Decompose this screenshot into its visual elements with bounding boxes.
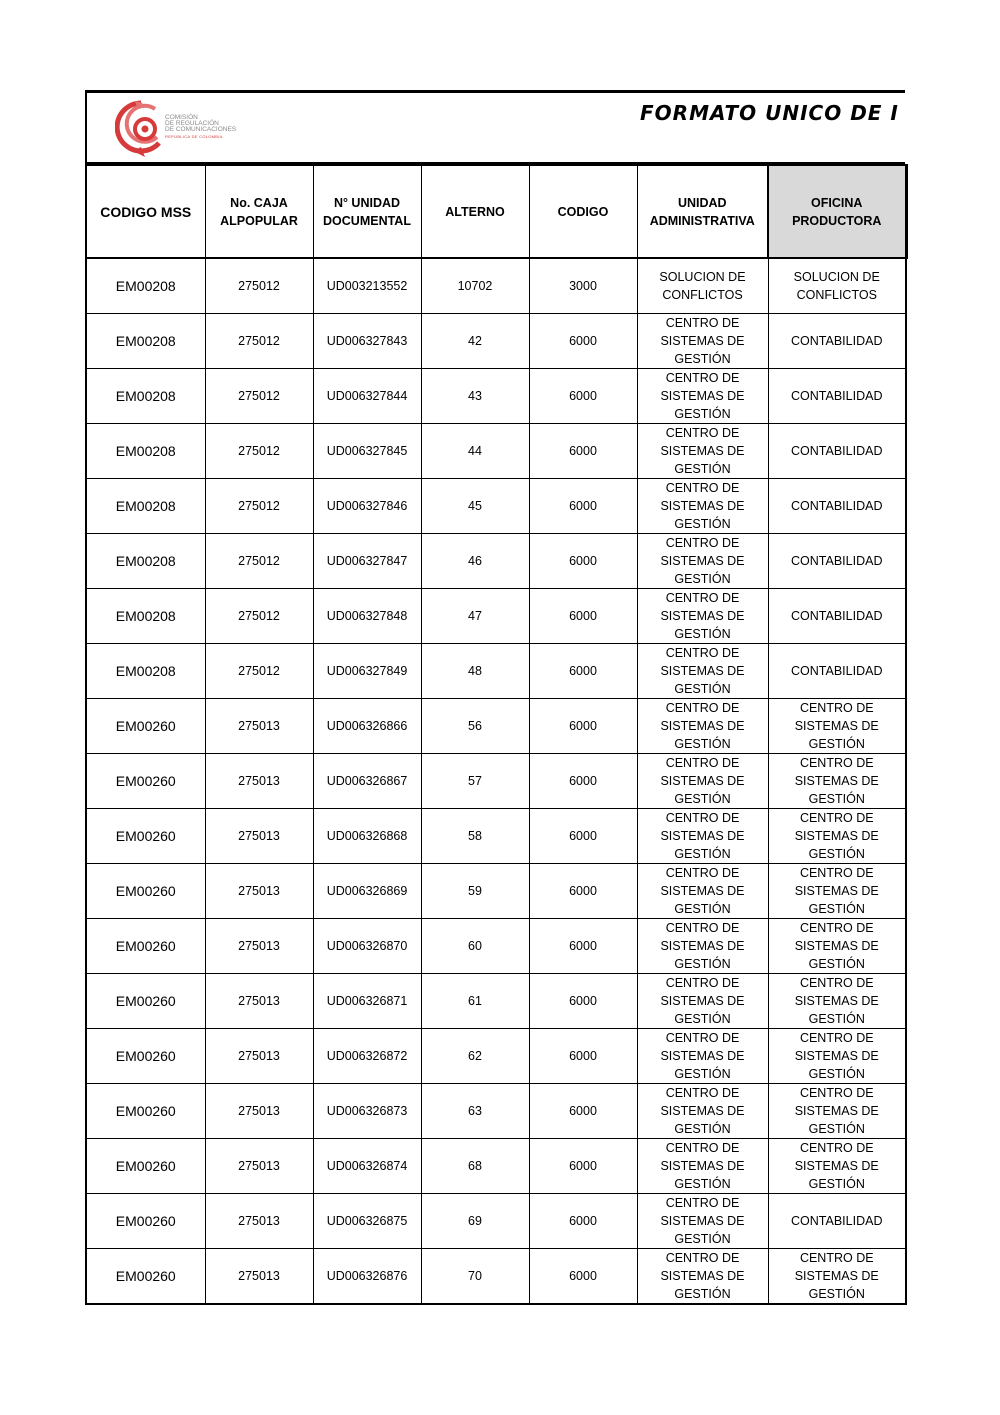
cell-codigo-mss: EM00260 — [86, 754, 205, 809]
cell-unidad-documental: UD006327846 — [313, 479, 421, 534]
table-body — [86, 258, 906, 1304]
cell-unidad-administrativa: CENTRO DE SISTEMAS DE GESTIÓN — [637, 644, 768, 699]
table-row — [86, 258, 906, 314]
cell-codigo: 6000 — [529, 809, 637, 864]
cell-no-caja: 275013 — [205, 1084, 313, 1139]
cell-codigo: 6000 — [529, 1084, 637, 1139]
cell-alterno: 43 — [421, 369, 529, 424]
cell-oficina-productora: CENTRO DE SISTEMAS DE GESTIÓN — [768, 754, 906, 809]
cell-codigo-mss: EM00260 — [86, 864, 205, 919]
cell-oficina-productora: CONTABILIDAD — [768, 534, 906, 589]
cell-unidad-administrativa: CENTRO DE SISTEMAS DE GESTIÓN — [637, 809, 768, 864]
cell-oficina-productora: CENTRO DE SISTEMAS DE GESTIÓN — [768, 864, 906, 919]
cell-unidad-administrativa: CENTRO DE SISTEMAS DE GESTIÓN — [637, 369, 768, 424]
col-header-codigo: CODIGO — [529, 165, 637, 258]
table-row — [86, 1249, 906, 1305]
cell-unidad-documental: UD006326866 — [313, 699, 421, 754]
cell-unidad-documental: UD006326876 — [313, 1249, 421, 1305]
cell-unidad-documental: UD006327848 — [313, 589, 421, 644]
cell-no-caja: 275012 — [205, 589, 313, 644]
cell-codigo: 6000 — [529, 864, 637, 919]
document-sheet — [85, 90, 905, 1305]
cell-alterno: 59 — [421, 864, 529, 919]
table-row — [86, 1084, 906, 1139]
cell-alterno: 61 — [421, 974, 529, 1029]
document-title: FORMATO UNICO DE I — [640, 101, 899, 125]
cell-codigo-mss: EM00260 — [86, 1249, 205, 1305]
table-header-row — [86, 165, 906, 258]
cell-unidad-documental: UD006326868 — [313, 809, 421, 864]
cell-codigo-mss: EM00208 — [86, 589, 205, 644]
cell-no-caja: 275012 — [205, 258, 313, 314]
cell-oficina-productora: CENTRO DE SISTEMAS DE GESTIÓN — [768, 974, 906, 1029]
table-row — [86, 864, 906, 919]
cell-no-caja: 275013 — [205, 974, 313, 1029]
cell-alterno: 60 — [421, 919, 529, 974]
cell-no-caja: 275012 — [205, 314, 313, 369]
cell-codigo-mss: EM00208 — [86, 314, 205, 369]
cell-oficina-productora: CENTRO DE SISTEMAS DE GESTIÓN — [768, 1029, 906, 1084]
cell-oficina-productora: CONTABILIDAD — [768, 369, 906, 424]
cell-unidad-administrativa: CENTRO DE SISTEMAS DE GESTIÓN — [637, 1084, 768, 1139]
cell-unidad-administrativa: CENTRO DE SISTEMAS DE GESTIÓN — [637, 974, 768, 1029]
cell-codigo-mss: EM00260 — [86, 974, 205, 1029]
cell-oficina-productora: CONTABILIDAD — [768, 644, 906, 699]
cell-oficina-productora: CONTABILIDAD — [768, 479, 906, 534]
col-header-no-caja: No. CAJA ALPOPULAR — [205, 165, 313, 258]
cell-no-caja: 275012 — [205, 479, 313, 534]
cell-oficina-productora: CONTABILIDAD — [768, 314, 906, 369]
cell-unidad-administrativa: CENTRO DE SISTEMAS DE GESTIÓN — [637, 314, 768, 369]
cell-alterno: 70 — [421, 1249, 529, 1305]
cell-no-caja: 275013 — [205, 1194, 313, 1249]
cell-unidad-administrativa: CENTRO DE SISTEMAS DE GESTIÓN — [637, 1029, 768, 1084]
cell-codigo: 3000 — [529, 258, 637, 314]
cell-oficina-productora: CENTRO DE SISTEMAS DE GESTIÓN — [768, 699, 906, 754]
cell-unidad-documental: UD006326874 — [313, 1139, 421, 1194]
col-header-oficina-productora: OFICINA PRODUCTORA — [768, 165, 906, 258]
cell-no-caja: 275013 — [205, 919, 313, 974]
cell-unidad-documental: UD006327847 — [313, 534, 421, 589]
cell-unidad-administrativa: CENTRO DE SISTEMAS DE GESTIÓN — [637, 1194, 768, 1249]
cell-no-caja: 275013 — [205, 1249, 313, 1305]
col-header-alterno: ALTERNO — [421, 165, 529, 258]
cell-codigo-mss: EM00208 — [86, 369, 205, 424]
cell-alterno: 56 — [421, 699, 529, 754]
cell-alterno: 69 — [421, 1194, 529, 1249]
cell-alterno: 48 — [421, 644, 529, 699]
cell-no-caja: 275013 — [205, 699, 313, 754]
cell-no-caja: 275012 — [205, 644, 313, 699]
table-row — [86, 1139, 906, 1194]
table-row — [86, 424, 906, 479]
cell-codigo: 6000 — [529, 314, 637, 369]
cell-unidad-administrativa: CENTRO DE SISTEMAS DE GESTIÓN — [637, 754, 768, 809]
cell-codigo-mss: EM00260 — [86, 809, 205, 864]
cell-codigo-mss: EM00208 — [86, 258, 205, 314]
cell-unidad-administrativa: CENTRO DE SISTEMAS DE GESTIÓN — [637, 1139, 768, 1194]
table-row — [86, 1029, 906, 1084]
cell-unidad-administrativa: CENTRO DE SISTEMAS DE GESTIÓN — [637, 589, 768, 644]
cell-codigo-mss: EM00260 — [86, 1139, 205, 1194]
table-row — [86, 369, 906, 424]
cell-codigo: 6000 — [529, 974, 637, 1029]
cell-oficina-productora: CENTRO DE SISTEMAS DE GESTIÓN — [768, 809, 906, 864]
cell-unidad-documental: UD006326869 — [313, 864, 421, 919]
cell-alterno: 46 — [421, 534, 529, 589]
table-row — [86, 589, 906, 644]
cell-no-caja: 275012 — [205, 424, 313, 479]
cell-codigo: 6000 — [529, 479, 637, 534]
cell-codigo-mss: EM00260 — [86, 699, 205, 754]
cell-unidad-administrativa: CENTRO DE SISTEMAS DE GESTIÓN — [637, 424, 768, 479]
cell-unidad-administrativa: SOLUCION DE CONFLICTOS — [637, 258, 768, 314]
cell-oficina-productora: CONTABILIDAD — [768, 424, 906, 479]
table-row — [86, 644, 906, 699]
cell-oficina-productora: CENTRO DE SISTEMAS DE GESTIÓN — [768, 1084, 906, 1139]
cell-codigo: 6000 — [529, 424, 637, 479]
cell-unidad-administrativa: CENTRO DE SISTEMAS DE GESTIÓN — [637, 699, 768, 754]
cell-unidad-administrativa: CENTRO DE SISTEMAS DE GESTIÓN — [637, 864, 768, 919]
cell-codigo-mss: EM00260 — [86, 1194, 205, 1249]
cell-unidad-documental: UD006326867 — [313, 754, 421, 809]
table-row — [86, 1194, 906, 1249]
col-header-codigo-mss: CODIGO MSS — [86, 165, 205, 258]
cell-alterno: 47 — [421, 589, 529, 644]
table-row — [86, 314, 906, 369]
cell-unidad-documental: UD006326875 — [313, 1194, 421, 1249]
cell-alterno: 63 — [421, 1084, 529, 1139]
cell-no-caja: 275013 — [205, 809, 313, 864]
cell-unidad-documental: UD006327843 — [313, 314, 421, 369]
cell-unidad-documental: UD003213552 — [313, 258, 421, 314]
cell-alterno: 10702 — [421, 258, 529, 314]
cell-alterno: 68 — [421, 1139, 529, 1194]
col-header-unidad-documental: N° UNIDAD DOCUMENTAL — [313, 165, 421, 258]
cell-codigo-mss: EM00208 — [86, 534, 205, 589]
table-row — [86, 479, 906, 534]
cell-oficina-productora: CENTRO DE SISTEMAS DE GESTIÓN — [768, 1249, 906, 1305]
table-row — [86, 809, 906, 864]
cell-codigo: 6000 — [529, 644, 637, 699]
cell-codigo: 6000 — [529, 1194, 637, 1249]
cell-oficina-productora: CENTRO DE SISTEMAS DE GESTIÓN — [768, 1139, 906, 1194]
cell-oficina-productora: CONTABILIDAD — [768, 1194, 906, 1249]
cell-codigo: 6000 — [529, 589, 637, 644]
cell-codigo: 6000 — [529, 1029, 637, 1084]
cell-alterno: 57 — [421, 754, 529, 809]
cell-codigo-mss: EM00260 — [86, 1084, 205, 1139]
cell-unidad-administrativa: CENTRO DE SISTEMAS DE GESTIÓN — [637, 1249, 768, 1305]
crc-logo — [115, 97, 245, 161]
cell-codigo-mss: EM00208 — [86, 644, 205, 699]
cell-unidad-administrativa: CENTRO DE SISTEMAS DE GESTIÓN — [637, 534, 768, 589]
inventory-table — [85, 164, 908, 1305]
cell-unidad-documental: UD006327845 — [313, 424, 421, 479]
cell-alterno: 58 — [421, 809, 529, 864]
cell-oficina-productora: CENTRO DE SISTEMAS DE GESTIÓN — [768, 919, 906, 974]
document-banner — [85, 90, 905, 164]
cell-unidad-documental: UD006326870 — [313, 919, 421, 974]
table-row — [86, 974, 906, 1029]
cell-codigo-mss: EM00208 — [86, 424, 205, 479]
cell-alterno: 42 — [421, 314, 529, 369]
cell-no-caja: 275013 — [205, 864, 313, 919]
table-row — [86, 754, 906, 809]
cell-codigo: 6000 — [529, 699, 637, 754]
cell-unidad-documental: UD006326871 — [313, 974, 421, 1029]
cell-no-caja: 275013 — [205, 1029, 313, 1084]
logo-wordmark: COMISIÓN DE REGULACIÓN DE COMUNICACIONES REPÚBLICA DE COLOMBIA — [165, 114, 237, 139]
cell-unidad-administrativa: CENTRO DE SISTEMAS DE GESTIÓN — [637, 919, 768, 974]
cell-unidad-administrativa: CENTRO DE SISTEMAS DE GESTIÓN — [637, 479, 768, 534]
table-row — [86, 919, 906, 974]
col-header-unidad-administrativa: UNIDAD ADMINISTRATIVA — [637, 165, 768, 258]
cell-unidad-documental: UD006326872 — [313, 1029, 421, 1084]
cell-unidad-documental: UD006327849 — [313, 644, 421, 699]
cell-alterno: 62 — [421, 1029, 529, 1084]
cell-no-caja: 275012 — [205, 369, 313, 424]
cell-codigo: 6000 — [529, 369, 637, 424]
cell-oficina-productora: CONTABILIDAD — [768, 589, 906, 644]
cell-codigo: 6000 — [529, 754, 637, 809]
cell-no-caja: 275013 — [205, 754, 313, 809]
cell-codigo: 6000 — [529, 919, 637, 974]
cell-unidad-documental: UD006327844 — [313, 369, 421, 424]
cell-codigo: 6000 — [529, 1139, 637, 1194]
table-row — [86, 699, 906, 754]
table-row — [86, 534, 906, 589]
cell-no-caja: 275013 — [205, 1139, 313, 1194]
cell-codigo: 6000 — [529, 534, 637, 589]
cell-alterno: 44 — [421, 424, 529, 479]
cell-unidad-documental: UD006326873 — [313, 1084, 421, 1139]
cell-alterno: 45 — [421, 479, 529, 534]
cell-oficina-productora: SOLUCION DE CONFLICTOS — [768, 258, 906, 314]
cell-codigo-mss: EM00260 — [86, 1029, 205, 1084]
cell-no-caja: 275012 — [205, 534, 313, 589]
cell-codigo: 6000 — [529, 1249, 637, 1305]
cell-codigo-mss: EM00208 — [86, 479, 205, 534]
cell-codigo-mss: EM00260 — [86, 919, 205, 974]
